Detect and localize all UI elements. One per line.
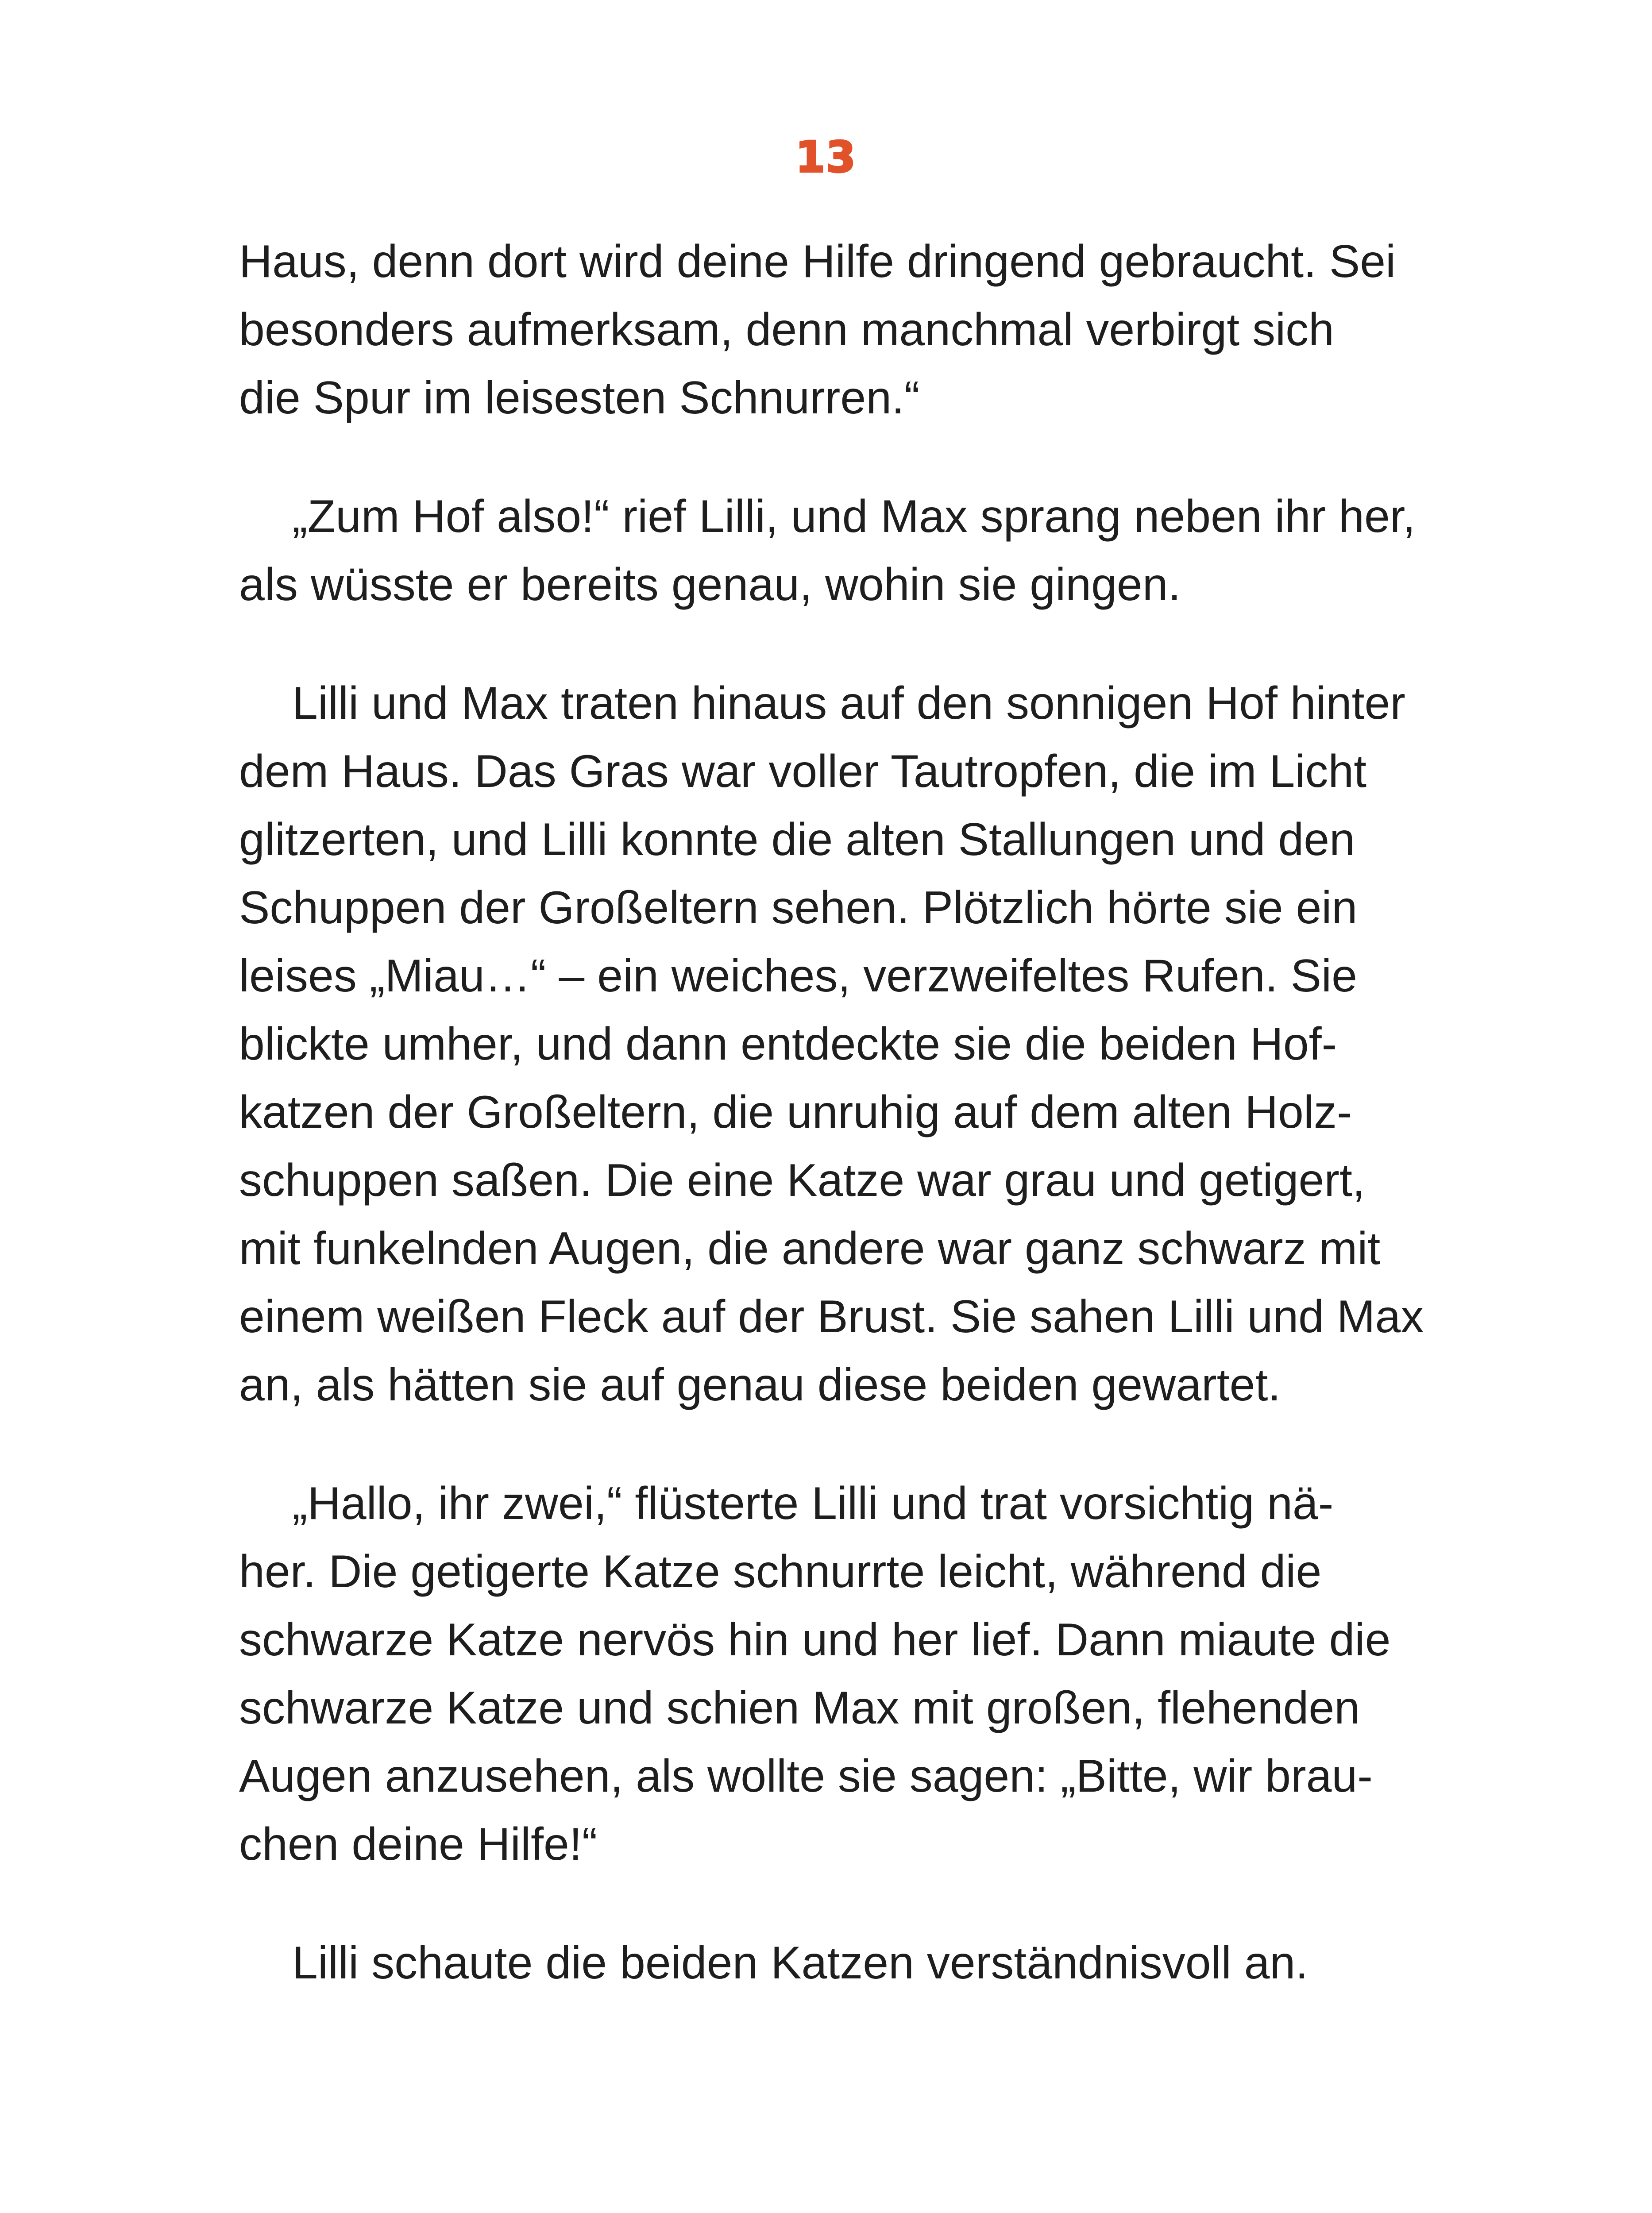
- text-line: schwarze Katze und schien Max mit großen, flehenden: [239, 1682, 1360, 1734]
- text-line: chen deine Hilfe!“: [239, 1819, 598, 1870]
- text-line: einem weißen Fleck auf der Brust. Sie sahen Lilli und Max: [239, 1291, 1424, 1342]
- text-line: glitzerten, und Lilli konnte die alten Stallungen und den: [239, 814, 1355, 865]
- paragraph: [239, 1929, 1461, 1997]
- text-line: Lilli und Max traten hinaus auf den sonnigen Hof hinter: [292, 678, 1405, 729]
- text-line: an, als hätten sie auf genau diese beiden gewartet.: [239, 1359, 1281, 1411]
- text-line: Augen anzusehen, als wollte sie sagen: „Bitte, wir brau-: [239, 1750, 1373, 1802]
- text-line: als wüsste er bereits genau, wohin sie gingen.: [239, 559, 1181, 610]
- paragraph: [239, 669, 1461, 1419]
- text-line: die Spur im leisesten Schnurren.“: [239, 372, 920, 424]
- text-line: mit funkelnden Augen, die andere war ganz schwarz mit: [239, 1223, 1381, 1274]
- text-line: leises „Miau…“ – ein weiches, verzweifeltes Rufen. Sie: [239, 950, 1357, 1002]
- text-line: Lilli schaute die beiden Katzen verständnisvoll an.: [292, 1937, 1308, 1989]
- text-line: schwarze Katze nervös hin und her lief. Dann miaute die: [239, 1614, 1391, 1666]
- paragraph: [239, 482, 1461, 619]
- text-line: her. Die getigerte Katze schnurrte leicht, während die: [239, 1546, 1322, 1597]
- paragraph: [239, 227, 1461, 432]
- paragraph: [239, 1469, 1461, 1878]
- body-text: [239, 227, 1461, 2047]
- text-line: dem Haus. Das Gras war voller Tautropfen, die im Licht: [239, 746, 1367, 797]
- text-line: besonders aufmerksam, denn manchmal verbirgt sich: [239, 304, 1335, 355]
- page-number: 13: [795, 132, 857, 182]
- text-line: Schuppen der Großeltern sehen. Plötzlich hörte sie ein: [239, 882, 1358, 933]
- text-line: schuppen saßen. Die eine Katze war grau und getigert,: [239, 1155, 1365, 1206]
- text-line: katzen der Großeltern, die unruhig auf dem alten Holz-: [239, 1087, 1352, 1138]
- text-line: „Zum Hof also!“ rief Lilli, und Max sprang neben ihr her,: [292, 491, 1416, 542]
- text-line: „Hallo, ihr zwei,“ flüsterte Lilli und trat vorsichtig nä-: [292, 1478, 1334, 1529]
- text-line: Haus, denn dort wird deine Hilfe dringend gebraucht. Sei: [239, 236, 1396, 287]
- text-line: blickte umher, und dann entdeckte sie die beiden Hof-: [239, 1018, 1337, 1070]
